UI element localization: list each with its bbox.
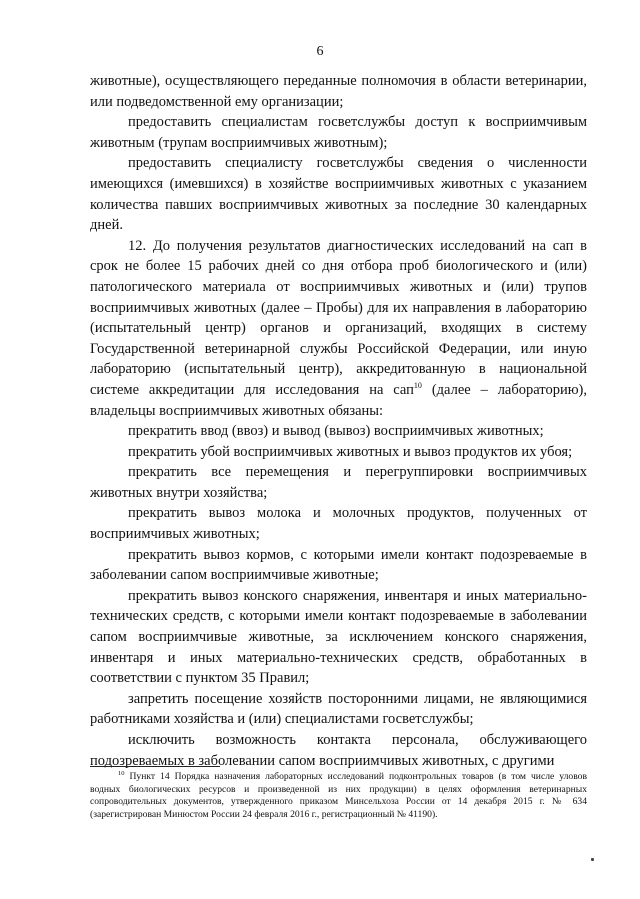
paragraph-access-animals: предоставить специалистам госветслужбы доступ к восприимчивым животным (трупам восприимчивых животным); (90, 114, 587, 151)
footnote-text: Пункт 14 Порядка назначения лабораторных исследований подконтрольных товаров (в том числе уловов водных биологических ресурсов и произведенной из них продукции) в целях оформления ветеринарных сопроводительных документов, утвержденного приказом Минсельхоза России от 14 декабря 2015 г. № 634 (зарегистрирован Минюстом России 24 февраля 2016 г., регистрационный № 41190). (90, 771, 587, 820)
paragraph-prohibit-visits: запретить посещение хозяйств посторонними лицами, не являющимися работниками хозяйства и (или) специалистами госветслужбы; (90, 690, 587, 728)
page-number: 6 (316, 44, 324, 59)
item-12-text: 12. До получения результатов диагностических исследований на сап в срок не более 15 рабочих дней со дня отбора проб биологического и (или) патологического материала от восприимчивых животных и (или) трупов восприимчивых животных (далее – Пробы) для их направления в лабораторию (испытательный центр) органов и организаций, входящих в систему Государственной ветеринарной службы Российской Федерации, или иную лабораторию (испытательный центр), аккредитованную в национальной системе аккредитации для исследования на сап (90, 237, 587, 398)
paragraph-stop-equipment: прекратить вывоз конского снаряжения, инвентаря и иных материально-технических средств, с которыми имели контакт подозреваемые в заболевании сапом восприимчивые животные, за исключением конского снаряжения, инвентаря и иных материально-технических средств, обработанных в соответствии с пунктом 35 Правил; (90, 587, 587, 687)
paragraph-stop-milk: прекратить вывоз молока и молочных продуктов, полученных от восприимчивых животных; (90, 505, 587, 543)
item-12-text-end: (далее – лабораторию), владельцы восприимчивых животных обязаны: (90, 381, 587, 419)
paragraph-stop-import-export: прекратить ввод (ввоз) и вывод (вывоз) восприимчивых животных; (128, 423, 544, 440)
footnote (90, 771, 587, 821)
paragraph-continuation: животные), осуществляющего переданные полномочия в области ветеринарии, или подведомственной ему организации; (90, 73, 587, 110)
paragraph-exclude-contact: исключить возможность контакта персонала, обслуживающего подозреваемых в заболевании сапом восприимчивых животных, с другими (90, 732, 587, 769)
scan-dot (591, 858, 594, 861)
footnote-separator (90, 766, 220, 767)
paragraph-stop-slaughter: прекратить убой восприимчивых животных и вывоз продуктов их убоя; (128, 443, 573, 460)
footnote-marker: 10 (118, 769, 125, 777)
paragraph-provide-info: предоставить специалисту госветслужбы сведения о численности имеющихся (имевшихся) в хозяйстве восприимчивых животных с указанием количества павших восприимчивых животных за последние 30 календарных дней. (90, 155, 587, 234)
paragraph-stop-feed: прекратить вывоз кормов, с которыми имели контакт подозреваемые в заболевании сапом восприимчивые животные; (90, 546, 587, 584)
footnote-reference: 10 (413, 381, 422, 391)
paragraph-stop-movements: прекратить все перемещения и перегруппировки восприимчивых животных внутри хозяйства; (90, 464, 587, 501)
paragraph-item-12 (90, 236, 587, 421)
body-text (90, 71, 587, 771)
